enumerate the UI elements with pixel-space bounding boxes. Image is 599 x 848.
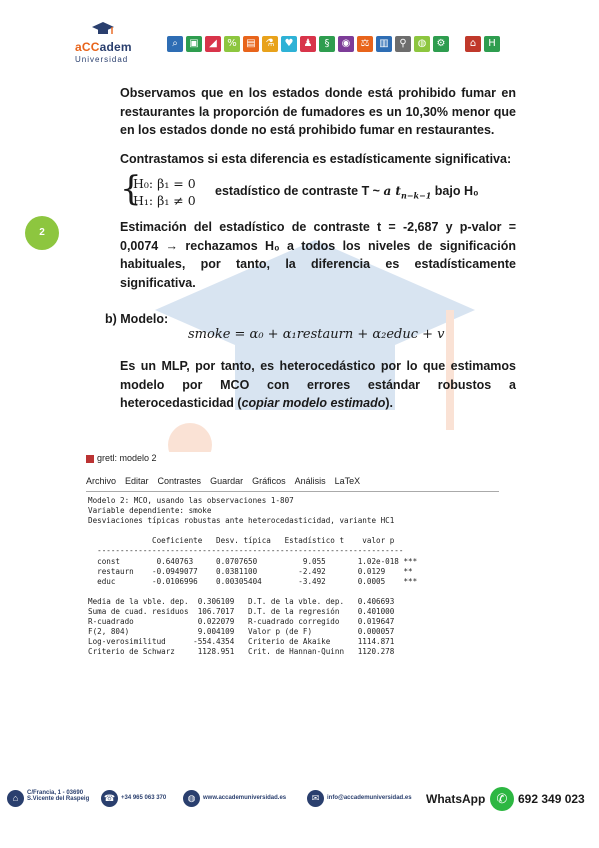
phone-icon: ☎: [101, 790, 118, 807]
gretl-output-line: restaurn -0.0949077 0.0381100 -2.492 0.0129 **: [88, 566, 413, 576]
gretl-output-line: Log-verosimilitud -554.4354 Criterio de Akaike 1114.871: [88, 637, 395, 647]
gretl-menu-5[interactable]: Análisis: [294, 476, 326, 486]
gretl-output-line: [88, 526, 417, 536]
person-icon[interactable]: ♟: [300, 36, 316, 52]
logo-subtitle: Universidad: [75, 55, 129, 64]
location-icon: ⌂: [7, 790, 24, 807]
globe-icon[interactable]: ◍: [414, 36, 430, 52]
megaphone-icon[interactable]: ◢: [205, 36, 221, 52]
null-hypothesis: H₀: β₁ = 0: [133, 176, 196, 191]
web-icon: ◍: [183, 790, 200, 807]
logo[interactable]: aCCadem: [75, 40, 132, 54]
mail-icon: ✉: [307, 790, 324, 807]
paragraph-contrast: Contrastamos si esta diferencia es estadísticamente significativa:: [120, 152, 512, 166]
whatsapp-icon[interactable]: ✆: [490, 787, 514, 811]
gretl-output-line: Criterio de Schwarz 1128.951 Crit. de Hannan-Quinn 1120.278: [88, 647, 395, 657]
paragraph-observation: Observamos que en los estados donde está prohibido fumar en restaurantes la proporción de fumadores es un 10,30% menor que en los estados donde no está prohibido fumar en restaurantes.: [120, 86, 516, 137]
gretl-menu-0[interactable]: Archivo: [86, 476, 117, 486]
graduation-cap-icon: [92, 22, 114, 36]
chart-icon[interactable]: ▤: [243, 36, 259, 52]
model-heading: b) Modelo:: [105, 312, 169, 326]
gretl-output-line: educ -0.0106996 0.00305404 -3.492 0.0005 ***: [88, 576, 418, 586]
gretl-output-line: R-cuadrado 0.022079 R-cuadrado corregido 0.019647: [88, 617, 395, 627]
gretl-window-title: gretl: modelo 2: [97, 453, 157, 463]
chat-icon[interactable]: ▣: [186, 36, 202, 52]
gear-icon[interactable]: ⚙: [433, 36, 449, 52]
whatsapp-number[interactable]: 692 349 023: [518, 792, 585, 806]
gretl-output-line: [88, 587, 417, 597]
page-number: 2: [25, 216, 59, 250]
test-statistic-label: estadístico de contraste T ~ a $t_{n-k-1}$ bajo H₀: [215, 184, 479, 201]
gretl-output-line: Desviaciones típicas robustas ante heterocedasticidad, variante HC1: [88, 516, 395, 526]
gretl-output-line: -------------------------------------------------------------------: [88, 546, 404, 556]
magnifier-icon[interactable]: ⚲: [395, 36, 411, 52]
h-icon[interactable]: H: [484, 36, 500, 52]
model-equation: smoke = α₀ + α₁restaurn + α₂educ + v: [188, 327, 445, 342]
brain-icon[interactable]: ◉: [338, 36, 354, 52]
heart-icon[interactable]: ♥: [281, 36, 297, 52]
gretl-app-icon: [86, 455, 94, 463]
gretl-output: [88, 496, 417, 658]
gretl-output-line: Variable dependiente: smoke: [88, 506, 212, 516]
gretl-menu-2[interactable]: Contrastes: [157, 476, 202, 486]
hypothesis-brace: {: [120, 169, 142, 209]
whatsapp-label: WhatsApp: [426, 792, 486, 806]
percent-icon[interactable]: %: [224, 36, 240, 52]
building-icon[interactable]: ⌂: [465, 36, 481, 52]
alt-hypothesis: H₁: β₁ ≠ 0: [133, 193, 196, 208]
book-icon[interactable]: ▥: [376, 36, 392, 52]
gretl-menu-1[interactable]: Editar: [125, 476, 149, 486]
footer-website[interactable]: www.accademuniversidad.es: [203, 795, 287, 801]
gretl-menu-6[interactable]: LaTeX: [334, 476, 361, 486]
subject-icon-row: [167, 36, 500, 54]
gretl-output-line: const 0.640763 0.0707650 9.055 1.02e-018 ***: [88, 556, 418, 566]
icon-spacer: [452, 36, 462, 54]
gretl-output-line: Coeficiente Desv. típica Estadístico t valor p: [88, 536, 395, 546]
gretl-menu-3[interactable]: Guardar: [210, 476, 244, 486]
footer-email[interactable]: info@accademuniversidad.es: [327, 795, 412, 801]
footer-phone[interactable]: +34 965 063 370: [121, 795, 167, 801]
gretl-menu-4[interactable]: Gráficos: [252, 476, 286, 486]
hypotheses: [133, 175, 196, 209]
gretl-separator: [86, 491, 499, 492]
paragraph-mlp: Es un MLP, por tanto, es heterocedástico por lo que estimamos modelo por MCO con errores estándar robustos a heterocedasticidad (copiar modelo estimado).: [120, 359, 516, 410]
gretl-output-line: Suma de cuad. residuos 106.7017 D.T. de la regresión 0.401000: [88, 607, 395, 617]
gretl-output-line: F(2, 804) 9.004109 Valor p (de F) 0.000057: [88, 627, 395, 637]
dna-icon[interactable]: §: [319, 36, 335, 52]
search-icon[interactable]: ⌕: [167, 36, 183, 52]
gretl-output-line: Modelo 2: MCO, usando las observaciones 1-807: [88, 496, 294, 505]
footer-address: C/Francia, 1 - 03690 S.Vicente del Raspeig: [27, 790, 90, 802]
paragraph-estimation: Estimación del estadístico de contraste t = -2,687 y p-valor = 0,0074 → rechazamos H₀ a todos los niveles de significación habituales, por tanto, la diferencia es estadísticamente significativa.: [120, 220, 516, 290]
scale-icon[interactable]: ⚖: [357, 36, 373, 52]
gretl-output-line: Media de la vble. dep. 0.306109 D.T. de la vble. dep. 0.406693: [88, 596, 395, 606]
gretl-menubar: [86, 476, 360, 486]
flask-icon[interactable]: ⚗: [262, 36, 278, 52]
